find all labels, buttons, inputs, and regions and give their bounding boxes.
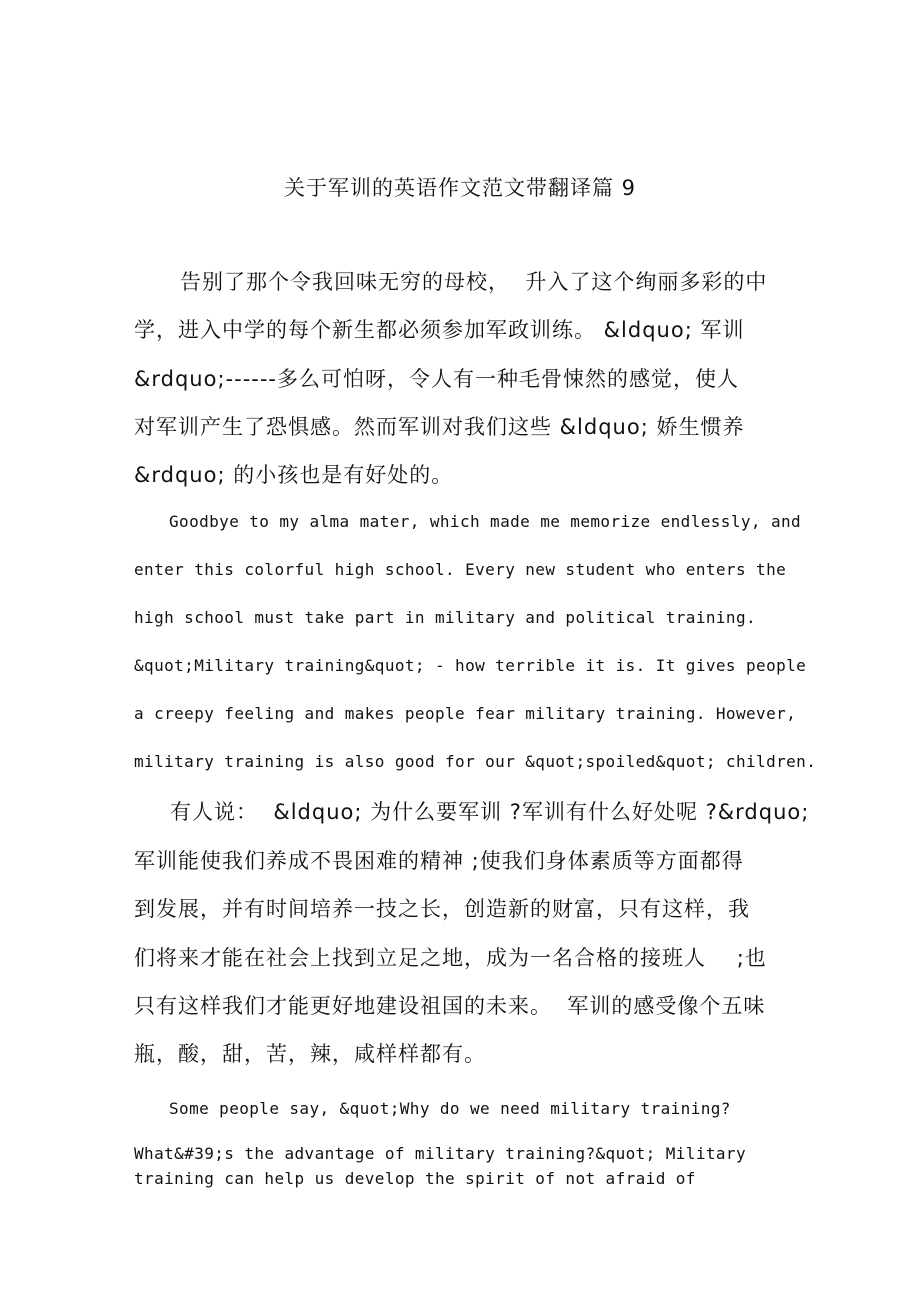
text-line: 瓶，酸，甜，苦，辣，咸样样都有。: [134, 1042, 486, 1066]
text-line: 只有这样我们才能更好地建设祖国的未来。 军训的感受像个五味: [134, 994, 766, 1018]
text-line: enter this colorful high school. Every new student who enters the: [134, 560, 787, 579]
text-line: 对军训产生了恐惧感。然而军训对我们这些 &ldquo; 娇生惯养: [134, 415, 745, 439]
text-line: 们将来才能在社会上找到立足之地，成为一名合格的接班人 ;也: [134, 946, 767, 970]
text-line: 学，进入中学的每个新生都必须参加军政训练。 &ldquo; 军训: [134, 318, 745, 342]
text-line: Some people say, &quot;Why do we need military training?: [169, 1099, 731, 1118]
text-line: 军训能使我们养成不畏困难的精神 ;使我们身体素质等方面都得: [134, 849, 744, 873]
text-line: 到发展，并有时间培养一技之长，创造新的财富，只有这样，我: [134, 897, 750, 921]
text-line: 告别了那个令我回味无穷的母校， 升入了这个绚丽多彩的中: [180, 270, 768, 294]
text-line: &rdquo;------多么可怕呀，令人有一种毛骨悚然的感觉，使人: [134, 367, 739, 391]
text-line: military training is also good for our &quot;spoiled&quot; children.: [134, 752, 817, 771]
text-line: training can help us develop the spirit of not afraid of: [134, 1169, 696, 1188]
text-line: a creepy feeling and makes people fear military training. However,: [134, 704, 797, 723]
text-line: What&#39;s the advantage of military training?&quot; Military: [134, 1144, 747, 1163]
text-line: &quot;Military training&quot; - how terrible it is. It gives people: [134, 656, 807, 675]
text-line: 有人说： &ldquo; 为什么要军训 ?军训有什么好处呢 ?&rdquo;: [170, 800, 810, 824]
text-line: high school must take part in military and political training.: [134, 608, 757, 627]
document-title: 关于军训的英语作文范文带翻译篇 9: [283, 176, 637, 200]
text-line: &rdquo; 的小孩也是有好处的。: [134, 463, 454, 487]
text-line: Goodbye to my alma mater, which made me memorize endlessly, and: [169, 512, 802, 531]
